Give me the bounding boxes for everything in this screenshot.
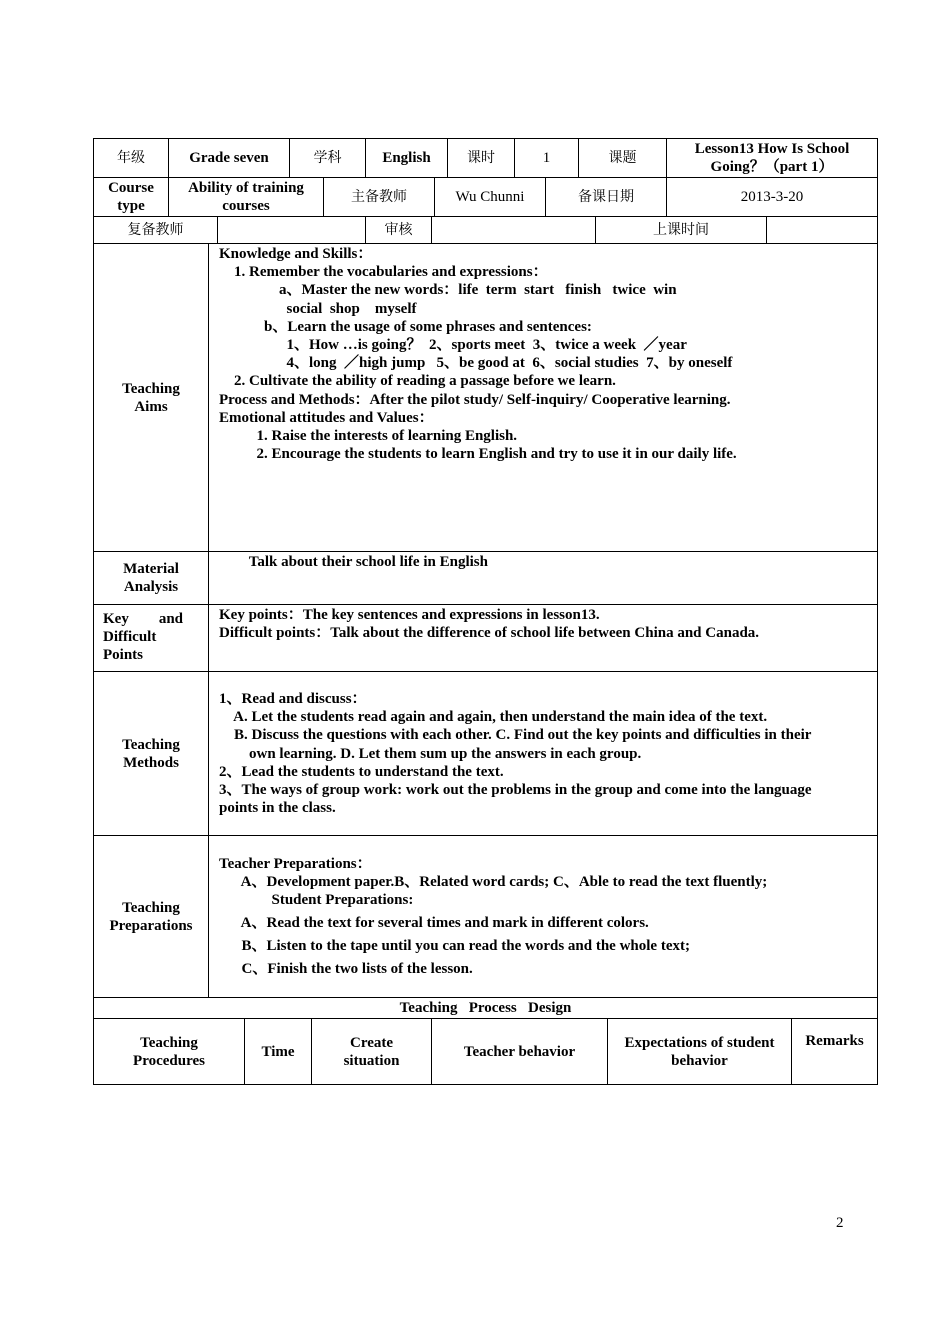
- aims-line: 2. Cultivate the ability of reading a passage before we learn.: [219, 373, 616, 390]
- teaching-preparations-label: Teaching Preparations: [94, 836, 209, 997]
- prep-line: B、Listen to the tape until you can read the words and the whole text;: [219, 937, 690, 954]
- lesson-plan-table: [93, 138, 878, 1085]
- aims-line: Knowledge and Skills：: [219, 246, 373, 262]
- aims-line: Process and Methods：After the pilot study/ Self-inquiry/ Cooperative learning.: [219, 391, 731, 408]
- material-text: Talk about their school life in English: [219, 554, 488, 570]
- period-label: 课时: [448, 139, 515, 177]
- header-row-2: [94, 178, 877, 217]
- methods-line: 3、The ways of group work: work out the problems in the group and come into the language: [219, 782, 812, 799]
- teaching-methods-content: [209, 672, 877, 835]
- topic-value: Lesson13 How Is School Going？（part 1）: [694, 141, 850, 175]
- key-points-content: [209, 605, 877, 671]
- methods-line: A. Let the students read again and again, then understand the main idea of the text.: [219, 709, 768, 726]
- material-analysis-content: [209, 552, 877, 604]
- topic-label: 课题: [579, 139, 667, 177]
- course-type-value: Ability of training courses: [169, 178, 324, 216]
- teaching-methods-row: [94, 672, 877, 836]
- subject-value: English: [366, 139, 448, 177]
- aims-line: 2. Encourage the students to learn English and try to use it in our daily life.: [219, 446, 737, 463]
- main-teacher-value: Wu Chunni: [435, 178, 546, 216]
- main-teacher-label: 主备教师: [324, 178, 435, 216]
- methods-line: 2、Lead the students to understand the text.: [219, 763, 504, 780]
- key-points-label: [94, 605, 209, 671]
- methods-line: own learning. D. Let them sum up the answers in each group.: [219, 745, 642, 762]
- page-number: 2: [836, 1215, 844, 1231]
- aims-line: 1. Remember the vocabularies and expressions：: [219, 264, 548, 281]
- review-teacher-label: 复备教师: [94, 217, 218, 243]
- class-time-value: [767, 217, 877, 243]
- methods-line: 1、Read and discuss：: [219, 691, 367, 707]
- key-points-label-line: Key and: [103, 611, 184, 627]
- teaching-aims-content: [209, 244, 877, 551]
- aims-line: 1. Raise the interests of learning English.: [219, 428, 518, 445]
- teaching-preparations-row: [94, 836, 877, 998]
- key-points-line: Difficult points：Talk about the difference of school life between China and Canada.: [219, 625, 760, 642]
- audit-value: [432, 217, 596, 243]
- subject-label: 学科: [290, 139, 366, 177]
- prep-line: C、Finish the two lists of the lesson.: [219, 961, 473, 978]
- col-student-expectations: Expectations of student behavior: [608, 1019, 792, 1084]
- header-row-3: [94, 217, 877, 244]
- material-analysis-label: Material Analysis: [94, 552, 209, 604]
- aims-line: social shop myself: [219, 300, 417, 317]
- grade-label: 年级: [94, 139, 169, 177]
- grade-value: Grade seven: [169, 139, 290, 177]
- aims-line: 4、long ／high jump 5、be good at 6、social studies 7、by oneself: [219, 355, 733, 372]
- prep-line: A、Read the text for several times and mark in different colors.: [219, 914, 649, 931]
- col-remarks: Remarks: [805, 1033, 864, 1049]
- process-title-row: [94, 998, 877, 1019]
- key-points-label-line: Difficult: [103, 629, 157, 645]
- aims-line: a、Master the new words：life term start finish twice win: [219, 282, 677, 299]
- col-teaching-procedures: Teaching Procedures: [94, 1019, 245, 1084]
- teaching-aims-row: [94, 244, 877, 552]
- class-time-label: 上课时间: [596, 217, 767, 243]
- teaching-aims-label: Teaching Aims: [94, 244, 209, 551]
- col-create-situation: Create situation: [312, 1019, 432, 1084]
- aims-line: Emotional attitudes and Values：: [219, 409, 434, 426]
- period-value: 1: [515, 139, 579, 177]
- prep-line: Student Preparations:: [219, 892, 414, 909]
- key-points-line: Key points：The key sentences and expressions in lesson13.: [219, 607, 600, 623]
- aims-line: 1、How …is going？ 2、sports meet 3、twice a week ／year: [219, 337, 687, 354]
- prep-line: Teacher Preparations：: [219, 856, 372, 872]
- col-time: Time: [245, 1019, 312, 1084]
- teaching-preparations-content: [209, 836, 877, 997]
- aims-line: b、Learn the usage of some phrases and sentences:: [219, 318, 592, 335]
- material-analysis-row: [94, 552, 877, 605]
- process-header-row: [94, 1019, 877, 1085]
- methods-line: points in the class.: [219, 800, 336, 817]
- prep-date-value: 2013-3-20: [740, 189, 804, 205]
- header-row-1: [94, 139, 877, 178]
- prep-date-label: 备课日期: [546, 178, 667, 216]
- key-points-label-line: Points: [103, 647, 144, 663]
- course-type-label: Course type: [94, 178, 169, 216]
- teaching-methods-label: Teaching Methods: [94, 672, 209, 835]
- audit-label: 审核: [366, 217, 432, 243]
- prep-line: A、Development paper.B、Related word cards; C、Able to read the text fluently;: [219, 874, 768, 891]
- methods-line: B. Discuss the questions with each other. C. Find out the key points and difficulties in their: [219, 727, 812, 744]
- process-title: Teaching Process Design: [399, 1000, 572, 1016]
- review-teacher-value: [218, 217, 366, 243]
- col-teacher-behavior: Teacher behavior: [432, 1019, 608, 1084]
- key-points-row: [94, 605, 877, 672]
